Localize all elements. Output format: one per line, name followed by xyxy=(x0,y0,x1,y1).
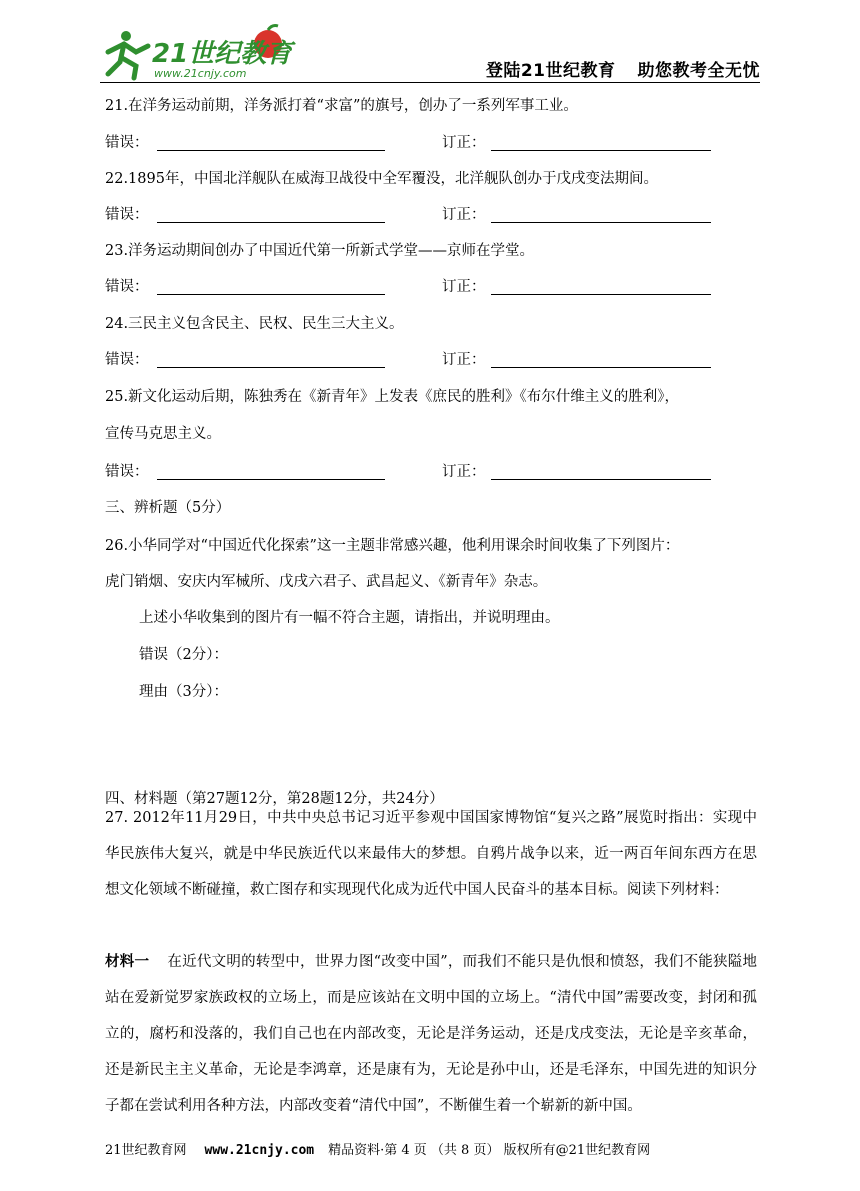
question-27-intro: 27. 2012年11月29日，中共中央总书记习近平参观中国国家博物馆“复兴之路”展览时指出：实现中华民族伟大复兴，就是中华民族近代以来最伟大的梦想。自鸦片战争以来，近一两百年间东西方在思想文化领域不断碰撞，救亡图存和实现现代化成为近代中国人民奋斗的基本目标。阅读下列材料： xyxy=(105,810,757,898)
question-22: 22.1895年，中国北洋舰队在威海卫战役中全军覆没，北洋舰队创办于戊戌变法期间。 xyxy=(105,171,658,187)
header-tagline-2: 助您教考全无忧 xyxy=(637,61,760,81)
correct-blank[interactable] xyxy=(491,479,711,480)
header-tagline-1: 登陆21世纪教育 xyxy=(485,61,616,81)
error-label: 错误： xyxy=(105,207,149,223)
error-label: 错误： xyxy=(105,352,149,368)
correct-label: 订正： xyxy=(442,207,486,223)
logo-text: 21世纪教育 xyxy=(152,39,293,69)
answer-row-23 xyxy=(105,277,757,297)
error-label: 错误： xyxy=(105,279,149,295)
header-divider xyxy=(100,82,760,83)
question-25-line-2: 宣传马克思主义。 xyxy=(105,426,221,442)
correct-blank[interactable] xyxy=(491,222,711,223)
error-blank[interactable] xyxy=(157,479,385,480)
running-figure-icon xyxy=(108,31,148,78)
answer-row-21 xyxy=(105,133,757,153)
material-1-label: 材料一 xyxy=(105,954,150,970)
error-blank[interactable] xyxy=(157,150,385,151)
question-25-line-1: 25.新文化运动后期，陈独秀在《新青年》上发表《庶民的胜利》《布尔什维主义的胜利》， xyxy=(105,389,680,405)
section-4-heading: 四、材料题（第27题12分，第28题12分，共24分） xyxy=(105,791,444,807)
correct-label: 订正： xyxy=(442,464,486,480)
correct-blank[interactable] xyxy=(491,294,711,295)
footer-left: 21世纪教育网 xyxy=(105,1143,187,1158)
error-blank[interactable] xyxy=(157,367,385,368)
page-footer xyxy=(105,1139,765,1158)
answer-row-24 xyxy=(105,350,757,370)
question-24: 24.三民主义包含民主、民权、民生三大主义。 xyxy=(105,316,404,332)
question-26-reason: 理由（3分）： xyxy=(139,684,228,700)
question-23: 23.洋务运动期间创办了中国近代第一所新式学堂——京师在学堂。 xyxy=(105,243,535,259)
material-1 xyxy=(105,944,757,1124)
question-26-prompt: 上述小华收集到的图片有一幅不符合主题，请指出，并说明理由。 xyxy=(139,610,560,626)
material-1-text: 在近代文明的转型中，世界力图“改变中国”，而我们不能只是仇恨和愤怒，我们不能狭隘地站在爱新觉罗家族政权的立场上，而是应该站在文明中国的立场上。“清代中国”需要改变，封闭和孤立的，腐朽和没落的，我们自己也在内部改变，无论是洋务运动，还是戊戌变法，无论是辛亥革命，还是新民主主义革命，无论是李鸿章，还是康有为，无论是孙中山，还是毛泽东，中国先进的知识分子都在尝试利用各种方法，内部改变着“清代中国”，不断催生着一个崭新的新中国。 xyxy=(105,954,758,1114)
section-3-heading: 三、辨析题（5分） xyxy=(105,500,231,516)
question-26-line-2: 虎门销烟、安庆内军械所、戊戌六君子、武昌起义、《新青年》杂志。 xyxy=(105,574,548,590)
logo xyxy=(100,22,310,82)
error-blank[interactable] xyxy=(157,294,385,295)
correct-blank[interactable] xyxy=(491,367,711,368)
footer-right: 精品资料·第 4 页 （共 8 页） 版权所有@21世纪教育网 xyxy=(328,1143,651,1158)
answer-row-22 xyxy=(105,205,757,225)
footer-site[interactable]: www.21cnjy.com xyxy=(204,1143,315,1158)
question-26-line-1: 26.小华同学对“中国近代化探索”这一主题非常感兴趣，他利用课余时间收集了下列图片： xyxy=(105,538,680,554)
header-tagline xyxy=(486,56,760,81)
logo-url: www.21cnjy.com xyxy=(154,67,247,80)
error-label: 错误： xyxy=(105,464,149,480)
correct-label: 订正： xyxy=(442,279,486,295)
error-blank[interactable] xyxy=(157,222,385,223)
correct-blank[interactable] xyxy=(491,150,711,151)
correct-label: 订正： xyxy=(442,135,486,151)
question-21: 21.在洋务运动前期，洋务派打着“求富”的旗号，创办了一系列军事工业。 xyxy=(105,98,578,114)
question-26-error: 错误（2分）： xyxy=(139,647,228,663)
answer-row-25 xyxy=(105,462,757,482)
correct-label: 订正： xyxy=(442,352,486,368)
page-header xyxy=(100,22,760,84)
error-label: 错误： xyxy=(105,135,149,151)
